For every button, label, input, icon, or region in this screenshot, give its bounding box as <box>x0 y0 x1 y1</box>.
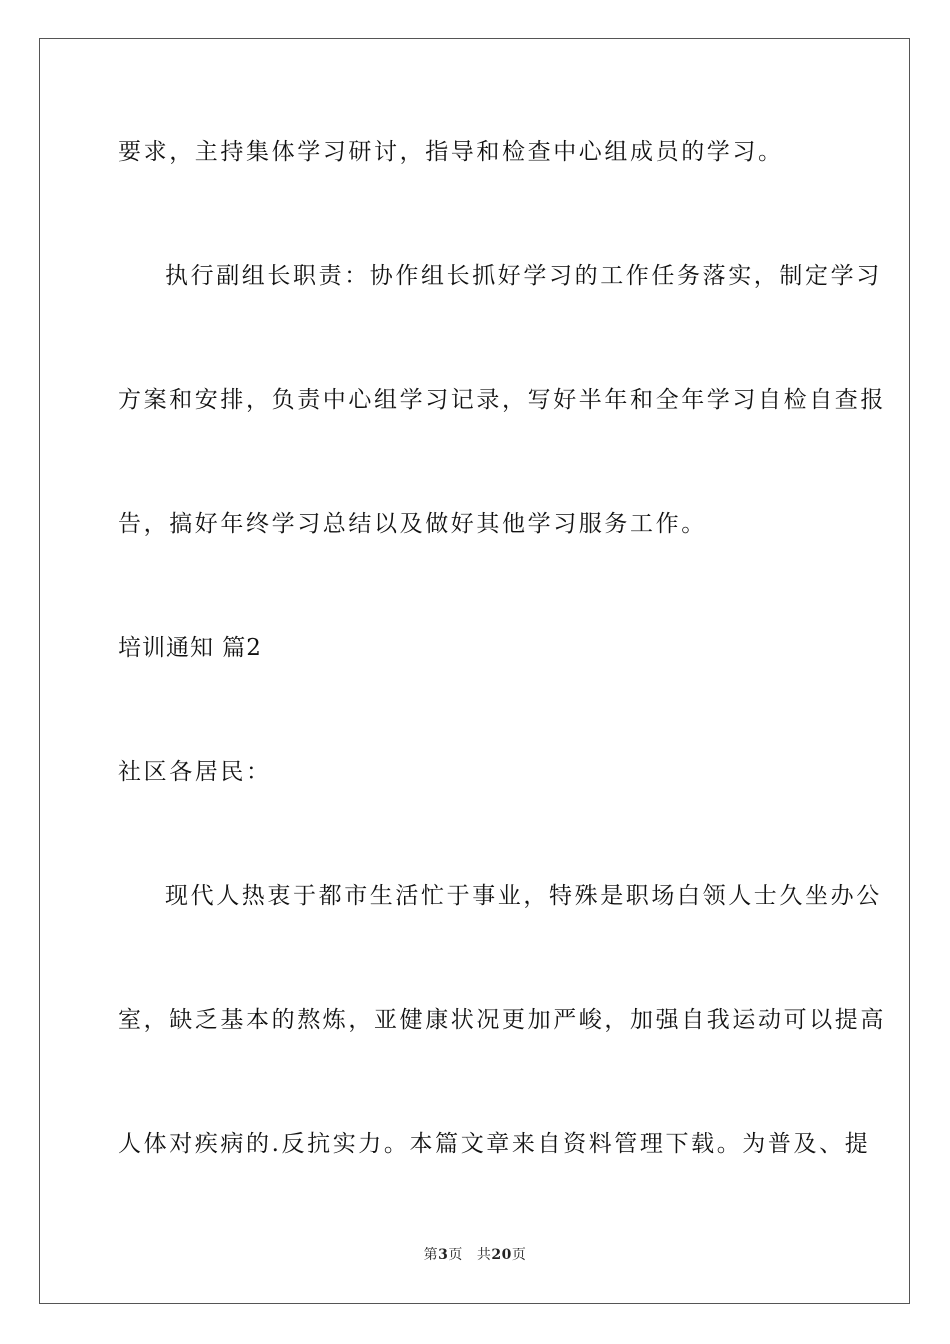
body-line-3: 方案和安排，负责中心组学习记录，写好半年和全年学习自检自查报 <box>118 387 886 413</box>
footer-total-pages: 20 <box>491 1247 512 1263</box>
footer-page-number: 3 <box>438 1247 449 1263</box>
body-line-6: 室，缺乏基本的熬炼，亚健康状况更加严峻，加强自我运动可以提高 <box>118 1007 886 1033</box>
footer-total-prefix: 共 <box>476 1247 492 1263</box>
page-footer <box>0 1246 950 1264</box>
body-line-7: 人体对疾病的.反抗实力。本篇文章来自资料管理下载。为普及、提 <box>118 1131 871 1157</box>
body-line-1: 要求，主持集体学习研讨，指导和检查中心组成员的学习。 <box>118 139 784 165</box>
footer-total-unit: 页 <box>511 1247 527 1263</box>
body-line-2: 执行副组长职责：协作组长抓好学习的工作任务落实，制定学习 <box>165 263 882 289</box>
footer-page-prefix: 第 <box>423 1247 439 1263</box>
section-heading: 培训通知 篇2 <box>118 635 262 661</box>
salutation-line: 社区各居民： <box>118 759 272 785</box>
page-frame <box>39 38 910 1304</box>
footer-page-unit: 页 <box>448 1247 463 1263</box>
body-line-5: 现代人热衷于都市生活忙于事业，特殊是职场白领人士久坐办公 <box>165 883 882 909</box>
body-line-4: 告，搞好年终学习总结以及做好其他学习服务工作。 <box>118 511 707 537</box>
